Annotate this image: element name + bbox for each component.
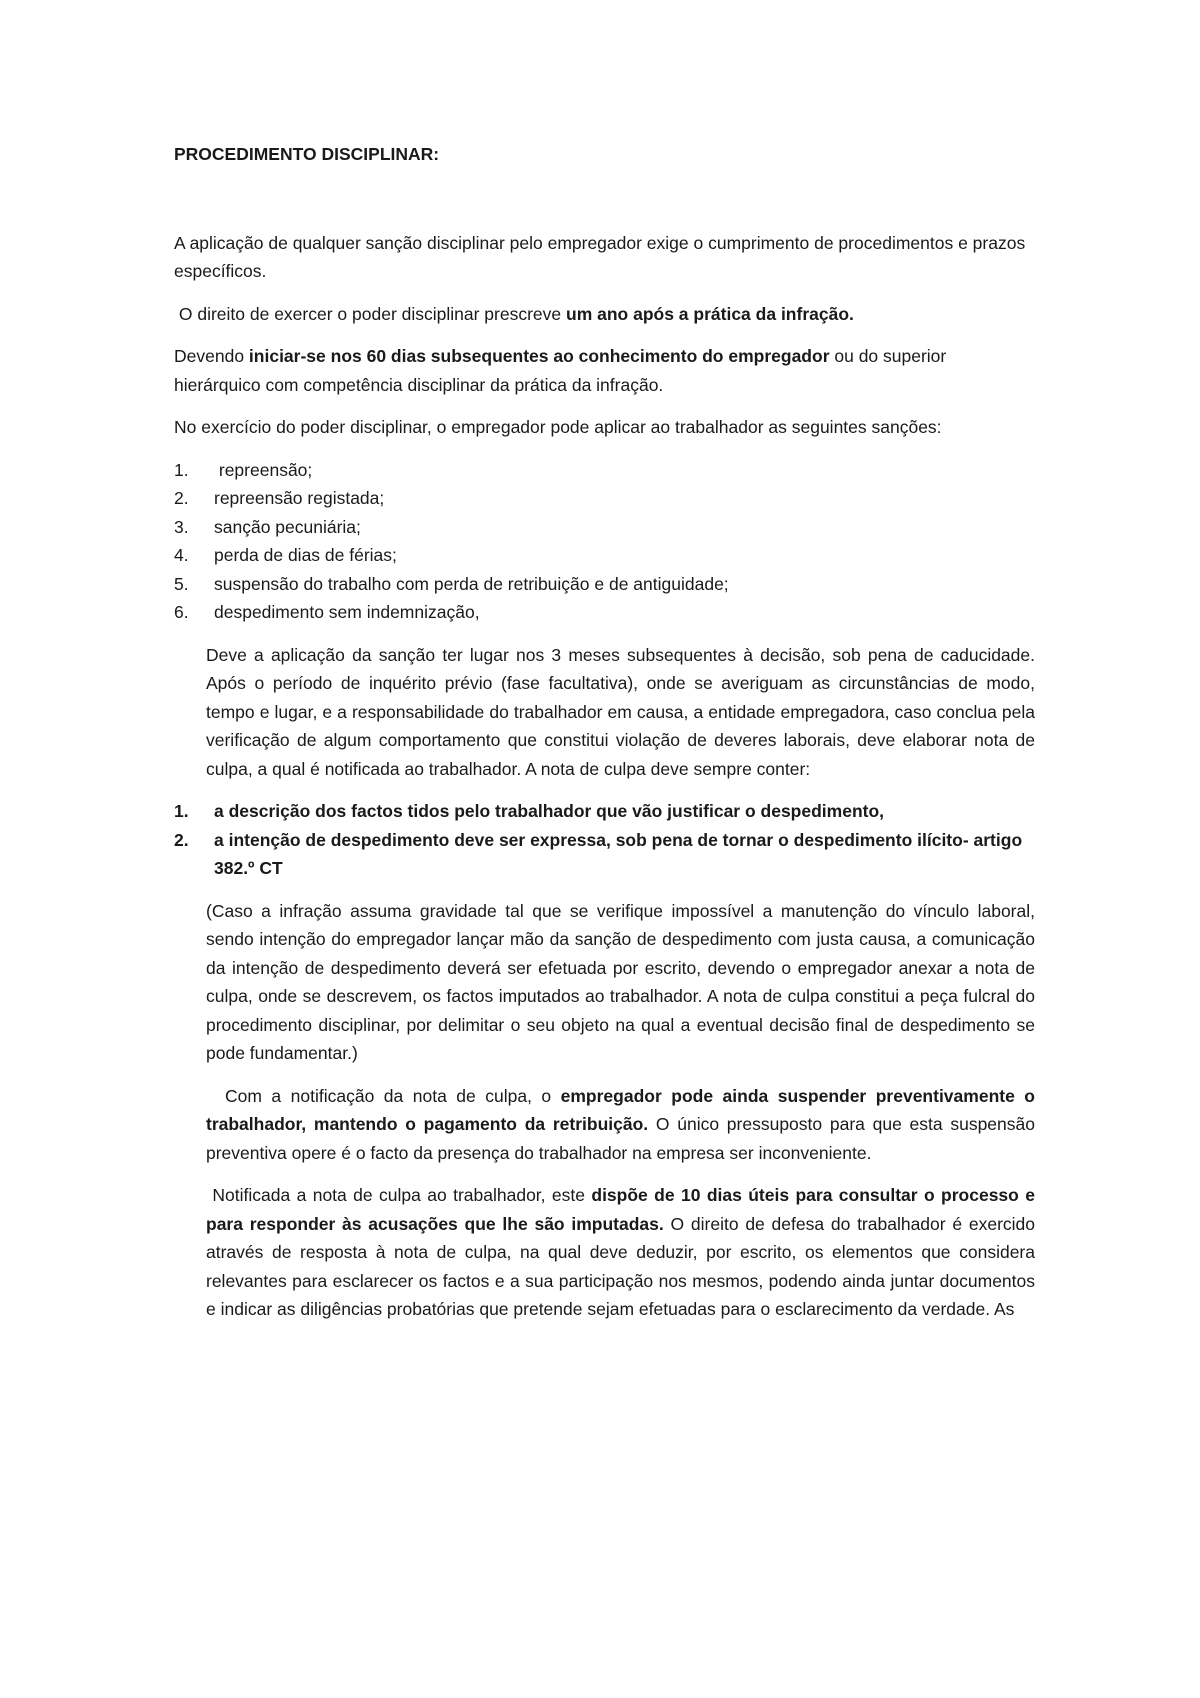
list-item: [174, 513, 1035, 542]
list-item-number: 2.: [174, 488, 189, 508]
list-item: [174, 541, 1035, 570]
paragraph-defense-bold: dispõe de 10 dias úteis para consultar o processo e para responder às acusações que lhe são imputadas.: [206, 1185, 1040, 1234]
paragraph-defense: [174, 1181, 1040, 1324]
culpa-contents-list: [174, 797, 1035, 883]
paragraph-intro: A aplicação de qualquer sanção disciplinar pelo empregador exige o cumprimento de procedimentos e prazos específicos.: [174, 232, 1026, 281]
paragraph-deadline-text-a: Devendo: [174, 346, 249, 366]
paragraph-defense-text-c: O direito de defesa do trabalhador é exercido através de resposta à nota de culpa, na qual deve deduzir, por escrito, os elementos que considera relevantes para esclarecer os factos e a sua participação nos mesmos, podendo ainda juntar documentos e indicar as diligências probatórias que pretende sejam efetuadas para o esclarecimento da verdade. As: [206, 1213, 1040, 1319]
list-item-text: a descrição dos factos tidos pelo trabalhador que vão justificar o despedimento,: [214, 801, 885, 821]
list-item-number: 2.: [174, 829, 189, 850]
list-item: [174, 598, 1035, 627]
paragraph-prescription: [174, 300, 1035, 329]
paragraph-deadline-bold: iniciar-se nos 60 dias subsequentes ao conhecimento do empregador: [248, 346, 830, 366]
document-body: [174, 140, 1040, 1338]
page-title: PROCEDIMENTO DISCIPLINAR:: [174, 144, 440, 164]
list-item-number: 1.: [174, 459, 189, 480]
list-item: [174, 797, 1035, 826]
paragraph-deadline-text-c: ou do superior hierárquico com competência disciplinar da prática da infração.: [174, 346, 947, 395]
list-item: [174, 570, 1035, 599]
paragraph-suspension-bold: empregador pode ainda suspender preventivamente o trabalhador, mantendo o pagamento da retribuição.: [206, 1085, 1040, 1134]
list-item-text: perda de dias de férias;: [214, 545, 397, 565]
list-item-text: a intenção de despedimento deve ser expressa, sob pena de tornar o despedimento ilícito- artigo 382.º CT: [214, 829, 1023, 878]
paragraph-suspension: [174, 1082, 1040, 1168]
paragraph-justa-causa: (Caso a infração assuma gravidade tal que se verifique impossível a manutenção do vínculo laboral, sendo intenção do empregador lançar mão da sanção de despedimento com justa causa, a comunicação da intenção de despedimento deverá ser efetuada por escrito, devendo o empregador anexar a nota de culpa, onde se descrevem, os factos imputados ao trabalhador. A nota de culpa constitui a peça fulcral do procedimento disciplinar, por delimitar o seu objeto na qual a eventual decisão final de despedimento se pode fundamentar.): [206, 900, 1035, 1063]
list-item: [174, 826, 1035, 883]
list-item-number: 3.: [174, 516, 189, 537]
list-item-number: 1.: [174, 801, 189, 821]
list-item-text: repreensão registada;: [214, 488, 385, 508]
list-item: [174, 484, 1035, 513]
paragraph-suspension-text-c: O único pressuposto para que esta suspensão preventiva opere é o facto da presença do trabalhador na empresa ser inconveniente.: [206, 1114, 1040, 1163]
paragraph-prescription-text: O direito de exercer o poder disciplinar prescreve: [174, 303, 567, 324]
paragraph-deadline: [174, 342, 1035, 399]
list-item-number: 4.: [174, 545, 189, 565]
list-item-text: repreensão;: [214, 459, 313, 480]
list-item: [174, 456, 1035, 485]
paragraph-prescription-bold: um ano após a prática da infração.: [566, 303, 854, 324]
list-item-text: suspensão do trabalho com perda de retribuição e de antiguidade;: [214, 573, 729, 594]
paragraph-application: Deve a aplicação da sanção ter lugar nos 3 meses subsequentes à decisão, sob pena de caducidade. Após o período de inquérito prévio (fase facultativa), onde se averiguam as circunstâncias de modo, tempo e lugar, e a responsabilidade do trabalhador em causa, a entidade empregadora, caso conclua pela verificação de algum comportamento que constitui violação de deveres laborais, deve elaborar nota de culpa, a qual é notificada ao trabalhador. A nota de culpa deve sempre conter:: [206, 644, 1035, 779]
paragraph-defense-text-a: Notificada a nota de culpa ao trabalhador, este: [206, 1185, 592, 1205]
sanctions-list: [174, 456, 1035, 627]
list-item-text: sanção pecuniária;: [214, 516, 361, 537]
list-item-text: despedimento sem indemnização,: [214, 602, 480, 622]
paragraph-sanctions-intro: No exercício do poder disciplinar, o empregador pode aplicar ao trabalhador as seguintes sanções:: [174, 417, 942, 437]
paragraph-suspension-text-a: Com a notificação da nota de culpa, o: [206, 1085, 561, 1106]
list-item-number: 5.: [174, 573, 189, 594]
list-item-number: 6.: [174, 602, 189, 622]
